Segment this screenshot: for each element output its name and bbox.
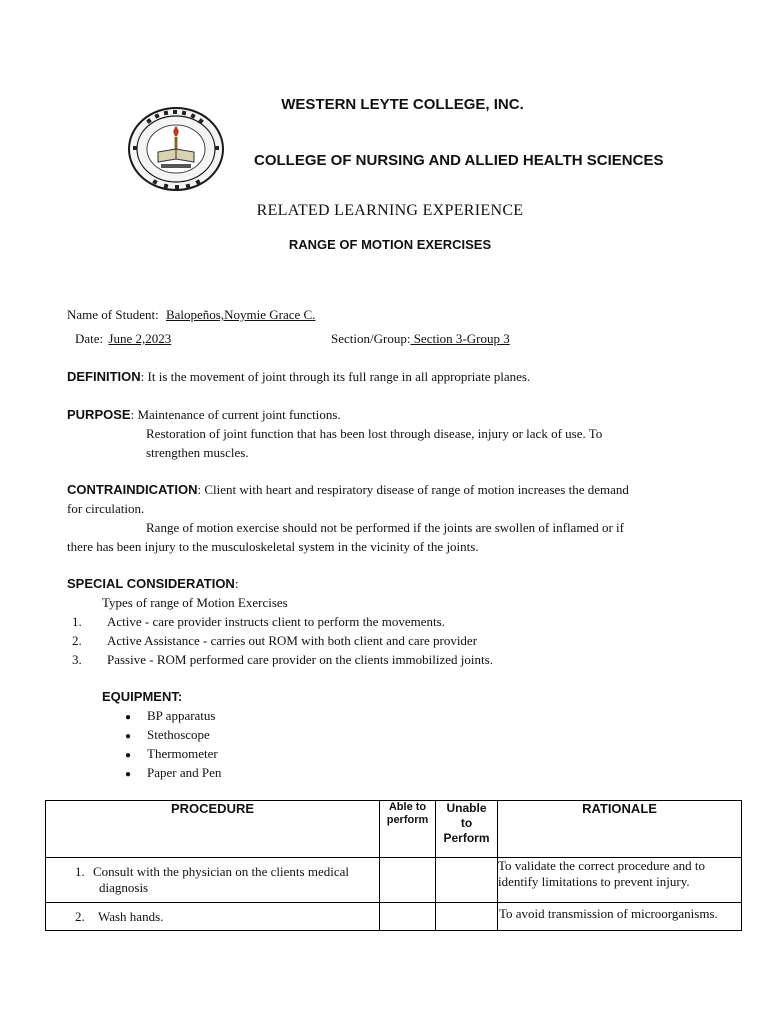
contraindication-text-2: for circulation.	[67, 501, 145, 516]
section-label: Section/Group:	[331, 331, 411, 346]
bullet-icon: ●	[125, 731, 132, 742]
special-item-number: 1.	[72, 614, 82, 629]
contraindication-text-1: : Client with heart and respiratory disease of range of motion increases the demand	[197, 482, 629, 497]
purpose-label: PURPOSE	[67, 407, 131, 422]
unable-header-line: to	[460, 816, 473, 830]
unable-header-line: Unable	[446, 801, 487, 815]
table-row	[46, 858, 742, 903]
definition-paragraph	[67, 369, 530, 385]
able-header-line: Able to	[388, 801, 427, 813]
rle-heading: RELATED LEARNING EXPERIENCE	[256, 202, 524, 219]
date-label: Date:	[75, 331, 104, 346]
unable-to-perform-header	[436, 801, 498, 858]
college-seal-logo	[127, 106, 225, 192]
equipment-item	[125, 727, 210, 743]
special-item-3	[72, 652, 493, 668]
special-item-1	[72, 614, 445, 630]
unable-checkbox-cell[interactable]	[436, 858, 498, 903]
rationale-cell	[498, 903, 742, 931]
special-item-2	[72, 633, 477, 649]
special-item-text: Active - care provider instructs client to perform the movements.	[107, 614, 445, 629]
procedure-text	[46, 903, 379, 925]
procedure-cell	[46, 858, 380, 903]
rationale-header: RATIONALE	[498, 801, 742, 858]
contraindication-label: CONTRAINDICATION	[67, 482, 198, 497]
equipment-item-text: Stethoscope	[147, 727, 210, 742]
date-row	[75, 331, 171, 347]
procedure-header: PROCEDURE	[46, 801, 380, 858]
student-name-label: Name of Student:	[67, 307, 159, 322]
bullet-icon: ●	[125, 712, 132, 723]
procedure-table	[45, 800, 742, 931]
contraindication-text-3: Range of motion exercise should not be performed if the joints are swollen of inflamed or if	[146, 520, 624, 535]
bullet-icon: ●	[125, 750, 132, 761]
able-header-line: perform	[386, 814, 429, 826]
special-item-text: Active Assistance - carries out ROM with both client and care provider	[107, 633, 478, 648]
able-to-perform-header	[380, 801, 436, 858]
procedure-text	[46, 858, 379, 896]
table-row	[46, 903, 742, 931]
procedure-number: 1.	[75, 864, 85, 879]
rationale-line: To avoid transmission of microorganisms.	[499, 906, 718, 921]
rationale-cell	[498, 858, 742, 903]
purpose-text-3: strengthen muscles.	[146, 445, 249, 460]
date-value: June 2,2023	[108, 331, 172, 346]
section-value: Section 3-Group 3	[410, 331, 510, 346]
rationale-text	[498, 858, 741, 890]
special-item-number: 2.	[72, 633, 82, 648]
equipment-item-text: Paper and Pen	[147, 765, 222, 780]
unable-checkbox-cell[interactable]	[436, 903, 498, 931]
equipment-label: EQUIPMENT:	[102, 689, 183, 704]
special-item-text: Passive - ROM performed care provider on the clients immobilized joints.	[107, 652, 493, 667]
able-checkbox-cell[interactable]	[380, 903, 436, 931]
contraindication-text-4: there has been injury to the musculoskeletal system in the vicinity of the joints.	[67, 539, 479, 554]
procedure-line: Consult with the physician on the clients medical	[93, 864, 349, 879]
procedure-number: 2.	[75, 909, 85, 924]
purpose-line-1	[67, 407, 341, 423]
procedure-line: diagnosis	[99, 880, 149, 895]
rationale-line: identify limitations to prevent injury.	[498, 874, 690, 889]
rationale-line: To validate the correct procedure and to	[498, 858, 705, 873]
equipment-item-text: BP apparatus	[147, 708, 216, 723]
contraindication-line-1	[67, 482, 629, 498]
special-item-number: 3.	[72, 652, 82, 667]
definition-text: : It is the movement of joint through its full range in all appropriate planes.	[140, 369, 531, 384]
unable-header-line: Perform	[443, 831, 490, 845]
school-name: WESTERN LEYTE COLLEGE, INC.	[281, 96, 524, 113]
section-row	[331, 331, 510, 347]
bullet-icon: ●	[125, 769, 132, 780]
equipment-item-text: Thermometer	[147, 746, 218, 761]
special-consideration-colon: :	[234, 576, 239, 591]
equipment-item	[125, 765, 221, 781]
able-checkbox-cell[interactable]	[380, 858, 436, 903]
college-name: COLLEGE OF NURSING AND ALLIED HEALTH SCIENCES	[254, 152, 664, 169]
special-consideration-heading	[67, 576, 238, 592]
purpose-text-2: Restoration of joint function that has been lost through disease, injury or lack of use. To	[146, 426, 603, 441]
document-title: RANGE OF MOTION EXERCISES	[288, 237, 492, 252]
procedure-line: Wash hands.	[98, 909, 164, 924]
table-header-row	[46, 801, 742, 858]
student-name-row	[67, 307, 315, 323]
special-consideration-intro: Types of range of Motion Exercises	[102, 595, 288, 610]
equipment-item	[125, 708, 215, 724]
student-name-value: Balopeños,Noymie Grace C.	[165, 307, 316, 322]
equipment-item	[125, 746, 218, 762]
purpose-text-1: : Maintenance of current joint functions.	[130, 407, 341, 422]
procedure-cell	[46, 903, 380, 931]
special-consideration-label: SPECIAL CONSIDERATION	[67, 576, 235, 591]
definition-label: DEFINITION	[67, 369, 141, 384]
